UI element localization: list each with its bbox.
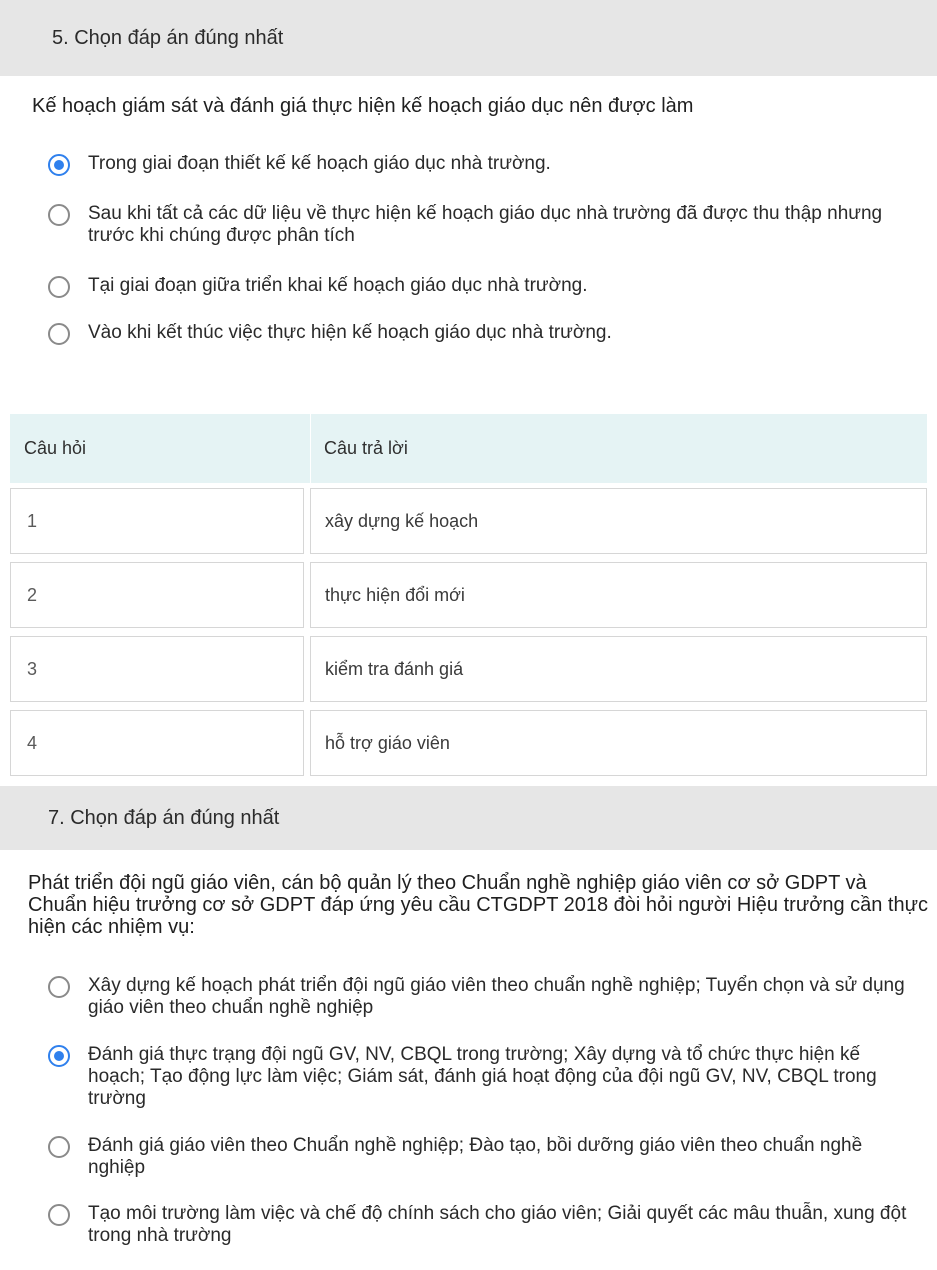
radio-icon[interactable] [48, 204, 70, 226]
q5-option-1-label: Trong giai đoạn thiết kế kế hoạch giáo dục nhà trường. [88, 153, 551, 174]
q7-option-4-label: Tạo môi trường làm việc và chế độ chính sách cho giáo viên; Giải quyết các mâu thuẫn, xung đột trong nhà trường [88, 1203, 907, 1246]
table-row-3-number: 3 [10, 636, 304, 702]
table-row-2-number: 2 [10, 562, 304, 628]
table-header [10, 414, 927, 483]
q7-option-4[interactable] [48, 1203, 918, 1247]
q7-option-3[interactable] [48, 1135, 918, 1179]
q7-option-1-label: Xây dựng kế hoạch phát triển đội ngũ giáo viên theo chuẩn nghề nghiệp; Tuyển chọn và sử dụng giáo viên theo chuẩn nghề nghiệp [88, 975, 905, 1018]
radio-icon[interactable] [48, 976, 70, 998]
table-row-4-number: 4 [10, 710, 304, 776]
q5-option-3[interactable] [48, 275, 918, 298]
radio-icon[interactable] [48, 1136, 70, 1158]
table-row-1-number: 1 [10, 488, 304, 554]
q7-option-2[interactable] [48, 1044, 918, 1110]
q5-option-2[interactable] [48, 203, 918, 247]
radio-selected-icon[interactable] [48, 1045, 70, 1067]
table-row-4-answer[interactable]: hỗ trợ giáo viên [310, 710, 927, 776]
question-7-title: 7. Chọn đáp án đúng nhất [48, 806, 280, 829]
table-header-question: Câu hỏi [24, 438, 87, 458]
table-row-3-answer[interactable]: kiểm tra đánh giá [310, 636, 927, 702]
q7-option-1[interactable] [48, 975, 918, 1019]
question-7-header [0, 786, 937, 850]
q5-option-4[interactable] [48, 322, 918, 345]
q7-option-3-label: Đánh giá giáo viên theo Chuẩn nghề nghiệp; Đào tạo, bồi dưỡng giáo viên theo chuẩn nghề nghiệp [88, 1135, 863, 1178]
table-header-answer: Câu trả lời [324, 438, 408, 458]
table-row-1-answer[interactable]: xây dựng kế hoạch [310, 488, 927, 554]
radio-selected-icon[interactable] [48, 154, 70, 176]
q5-option-1[interactable] [48, 153, 918, 176]
question-5-title: 5. Chọn đáp án đúng nhất [52, 26, 284, 49]
q7-option-2-label: Đánh giá thực trạng đội ngũ GV, NV, CBQL trong trường; Xây dựng và tổ chức thực hiện kế hoạch; Tạo động lực làm việc; Giám sát, đánh giá hoạt động của đội ngũ GV, NV, CBQL trong trường [88, 1044, 877, 1109]
radio-icon[interactable] [48, 276, 70, 298]
radio-icon[interactable] [48, 323, 70, 345]
question-5-header [0, 0, 937, 76]
table-header-divider [310, 414, 311, 483]
question-5-text: Kế hoạch giám sát và đánh giá thực hiện kế hoạch giáo dục nên được làm [32, 95, 694, 117]
q5-option-3-label: Tại giai đoạn giữa triển khai kế hoạch giáo dục nhà trường. [88, 275, 588, 296]
q5-option-2-label: Sau khi tất cả các dữ liệu về thực hiện kế hoạch giáo dục nhà trường đã được thu thập nhưng trước khi chúng được phân tích [88, 203, 883, 246]
question-7-text: Phát triển đội ngũ giáo viên, cán bộ quản lý theo Chuẩn nghề nghiệp giáo viên cơ sở GDPT và Chuẩn hiệu trưởng cơ sở GDPT đáp ứng yêu cầu CTGDPT 2018 đòi hỏi người Hiệu trưởng cần thực hiện các nhiệm vụ: [28, 872, 928, 938]
radio-icon[interactable] [48, 1204, 70, 1226]
q5-option-4-label: Vào khi kết thúc việc thực hiện kế hoạch giáo dục nhà trường. [88, 322, 612, 343]
table-row-2-answer[interactable]: thực hiện đổi mới [310, 562, 927, 628]
